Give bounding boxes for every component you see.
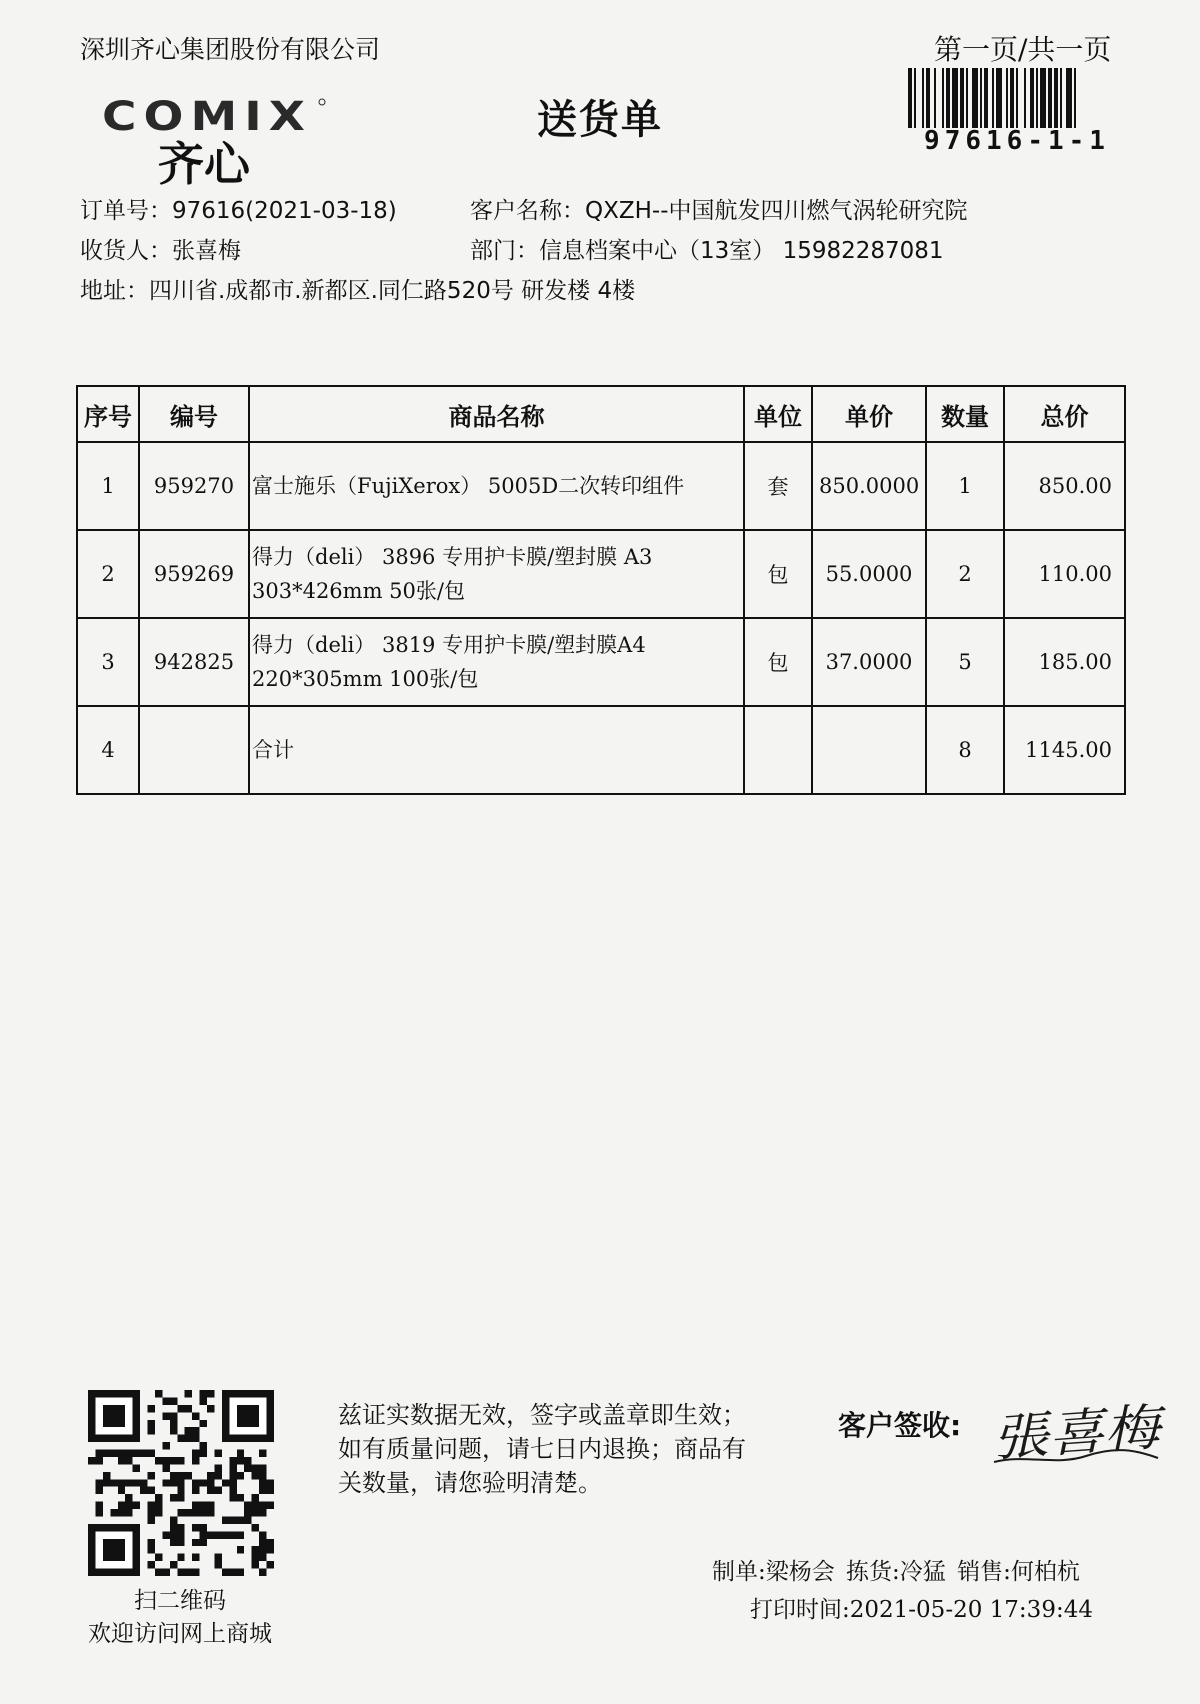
staff-info: 制单:梁杨会 拣货:冷猛 销售:何柏杭	[712, 1559, 1080, 1585]
header-unit-price: 单价	[812, 386, 926, 442]
customer-signature-label: 客户签收:	[838, 1409, 962, 1442]
cell-quantity: 2	[926, 530, 1004, 618]
order-number: 订单号：97616(2021-03-18)	[80, 198, 397, 224]
product-name-line: 得力（deli） 3896 专用护卡膜/塑封膜 A3	[252, 545, 653, 569]
cell-code: 942825	[139, 618, 249, 706]
header-seq: 序号	[77, 386, 139, 442]
logo-text-en: COMIX	[102, 94, 312, 140]
product-name-line: 富士施乐（FujiXerox） 5005D二次转印组件	[252, 474, 685, 498]
cell-product-name	[249, 618, 744, 706]
product-name-line: 303*426mm 50张/包	[252, 579, 465, 603]
cell-code	[139, 706, 249, 794]
cell-total: 1145.00	[1004, 706, 1125, 794]
header-total: 总价	[1004, 386, 1125, 442]
barcode-number: 97616-1-1	[924, 126, 1110, 156]
cell-unit-price: 55.0000	[812, 530, 926, 618]
document-title: 送货单	[537, 97, 663, 143]
header-quantity: 数量	[926, 386, 1004, 442]
company-name: 深圳齐心集团股份有限公司	[80, 35, 381, 64]
cell-seq: 1	[77, 442, 139, 530]
barcode	[908, 68, 1126, 128]
signature-text: 張喜梅	[990, 1399, 1144, 1468]
cell-quantity: 5	[926, 618, 1004, 706]
department-info: 部门：信息档案中心（13室） 15982287081	[470, 238, 944, 264]
cell-unit: 包	[744, 618, 812, 706]
customer-name: 客户名称：QXZH--中国航发四川燃气涡轮研究院	[470, 198, 968, 224]
page-indicator: 第一页/共一页	[934, 33, 1112, 66]
cell-quantity: 8	[926, 706, 1004, 794]
qr-code[interactable]	[88, 1390, 274, 1576]
header-unit: 单位	[744, 386, 812, 442]
cell-product-name	[249, 706, 744, 794]
items-table	[76, 385, 1126, 795]
cell-product-name	[249, 530, 744, 618]
table-row	[77, 442, 1125, 530]
qr-caption: 扫二维码	[134, 1588, 226, 1614]
handwritten-signature	[986, 1384, 1166, 1480]
cell-seq: 2	[77, 530, 139, 618]
cell-unit: 套	[744, 442, 812, 530]
cell-code: 959269	[139, 530, 249, 618]
product-name-line: 得力（deli） 3819 专用护卡膜/塑封膜A4	[252, 633, 646, 657]
cell-total: 850.00	[1004, 442, 1125, 530]
table-row	[77, 530, 1125, 618]
table-header-row	[77, 386, 1125, 442]
cell-total: 185.00	[1004, 618, 1125, 706]
cell-quantity: 1	[926, 442, 1004, 530]
validity-notice: 兹证实数据无效，签字或盖章即生效；如有质量问题，请七日内退换；商品有关数量，请您验明清楚。	[338, 1401, 746, 1497]
qr-caption-shop: 欢迎访问网上商城	[88, 1621, 272, 1647]
cell-unit-price	[812, 706, 926, 794]
table-row-total	[77, 706, 1125, 794]
header-code: 编号	[139, 386, 249, 442]
receiver-name: 收货人：张喜梅	[80, 238, 241, 264]
cell-seq: 3	[77, 618, 139, 706]
cell-unit: 包	[744, 530, 812, 618]
table-row	[77, 618, 1125, 706]
cell-product-name	[249, 442, 744, 530]
cell-unit-price: 850.0000	[812, 442, 926, 530]
delivery-address: 地址：四川省.成都市.新都区.同仁路520号 研发楼 4楼	[80, 278, 636, 304]
product-name-line: 220*305mm 100张/包	[252, 667, 479, 691]
comix-logo	[100, 92, 330, 188]
logo-text-cn: 齐心	[158, 137, 250, 188]
cell-code: 959270	[139, 442, 249, 530]
total-label: 合计	[252, 738, 294, 762]
cell-unit	[744, 706, 812, 794]
header-product-name: 商品名称	[249, 386, 744, 442]
cell-total: 110.00	[1004, 530, 1125, 618]
cell-seq: 4	[77, 706, 139, 794]
cell-unit-price: 37.0000	[812, 618, 926, 706]
print-time: 打印时间:2021-05-20 17:39:44	[750, 1597, 1093, 1623]
